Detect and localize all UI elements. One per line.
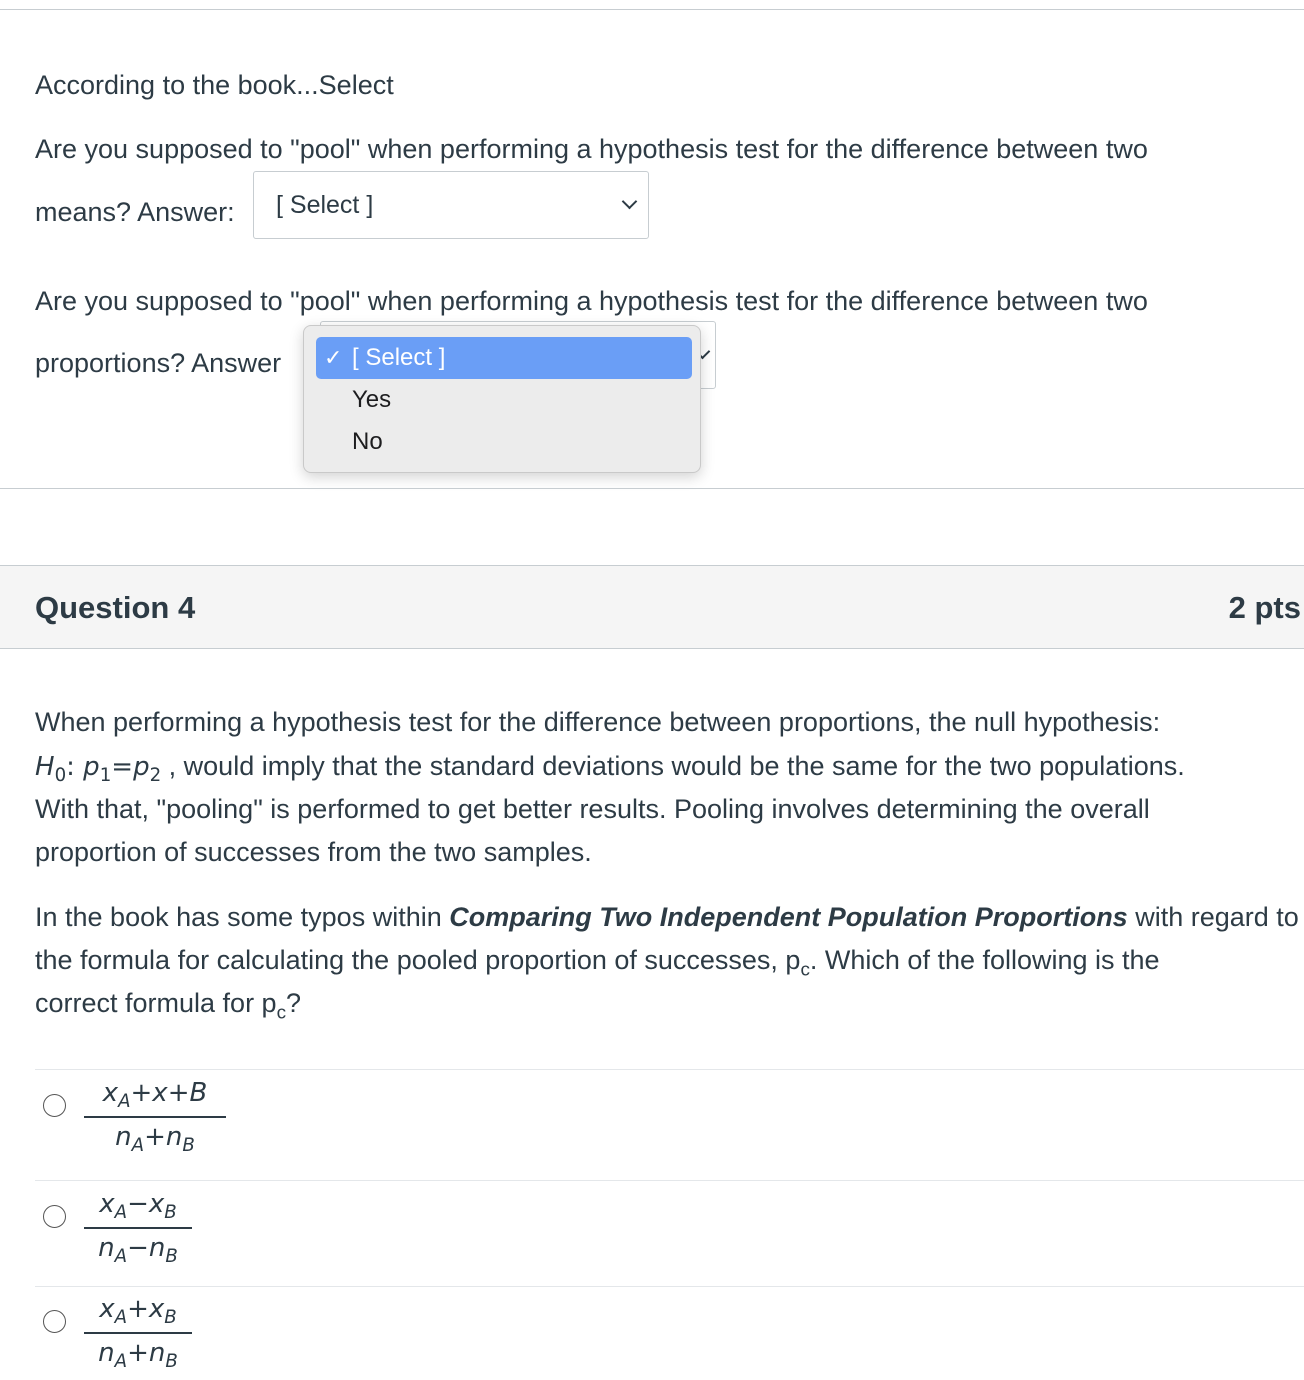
answer-radio-2[interactable] — [43, 1205, 66, 1228]
answer-divider — [35, 1069, 1304, 1070]
question-divider — [0, 488, 1304, 489]
option-label: [ Select ] — [352, 344, 446, 371]
q2-text-line1: Are you supposed to "pool" when performing a hypothesis test for the difference between two — [35, 286, 1148, 316]
question-header — [0, 565, 1304, 649]
q4-para1-line1: When performing a hypothesis test for the difference between proportions, the null hypothesis: — [35, 707, 1161, 737]
chevron-down-icon — [622, 194, 638, 210]
answer-formula-1[interactable]: $x_A+x+B$ $n_A+n_B$ — [84, 1078, 226, 1156]
top-divider — [0, 9, 1304, 10]
question-title: Question 4 — [35, 590, 196, 625]
question-points: 2 pts — [1228, 590, 1301, 625]
answer-formula-2[interactable]: $x_A-x_B$ $n_A-n_B$ — [84, 1189, 192, 1267]
intro-text: According to the book...Select — [35, 70, 394, 100]
dropdown-option-yes[interactable] — [316, 379, 692, 421]
option-label: Yes — [352, 386, 392, 413]
dropdown-option-no[interactable] — [316, 421, 692, 463]
answer-radio-1[interactable] — [43, 1094, 66, 1117]
q4-para1-line3: With that, "pooling" is performed to get better results. Pooling involves determining the overall — [35, 794, 1150, 824]
q4-para2-line1: In the book has some typos within Comparing Two Independent Population Proportions with regard to — [35, 902, 1299, 932]
q4-para1-line2: $H_0$: $p_1=p_2$ , would imply that the standard deviations would be the same for the two populations. — [35, 751, 1185, 787]
null-hypothesis-equation: $H_0$: $p_1=p_2$ — [35, 752, 162, 787]
answer-divider — [35, 1286, 1304, 1287]
answer-divider — [35, 1180, 1304, 1181]
q2-text-line2: proportions? Answer — [35, 348, 282, 378]
means-select-value: [ Select ] — [276, 191, 374, 219]
answer-formula-3[interactable]: $x_A+x_B$ $n_A+n_B$ — [84, 1294, 192, 1372]
q1-text-line1: Are you supposed to "pool" when performing a hypothesis test for the difference between two — [35, 134, 1148, 164]
q4-para2-line2: the formula for calculating the pooled proportion of successes, $p_c$. Which of the following is the — [35, 945, 1160, 981]
q4-para2-line3: correct formula for $p_c$? — [35, 988, 302, 1024]
q4-para1-line4: proportion of successes from the two samples. — [35, 837, 592, 867]
proportions-dropdown-menu — [303, 325, 701, 473]
answer-radio-3[interactable] — [43, 1310, 66, 1333]
dropdown-option-select[interactable] — [316, 337, 692, 379]
q1-text-line2: means? Answer: — [35, 197, 235, 227]
option-label: No — [352, 428, 383, 455]
checkmark-icon: ✓ — [324, 345, 343, 370]
means-answer-select[interactable] — [253, 171, 649, 239]
